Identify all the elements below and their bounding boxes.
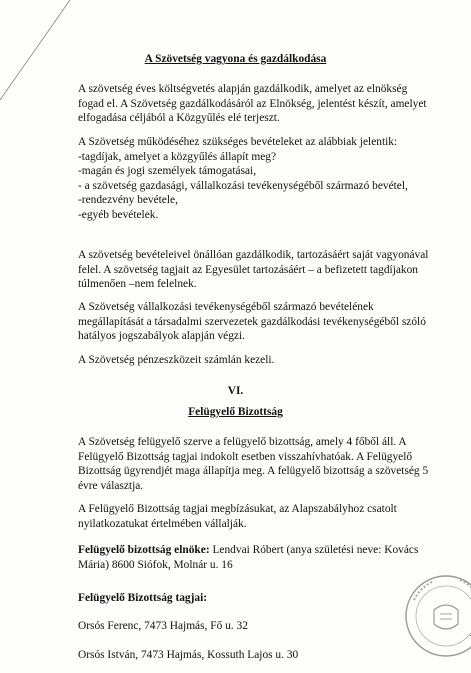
text-line: A Szövetség pénzeszközeit számlán kezeli. (78, 354, 275, 366)
text-line: hatályos jogszabályok alapján végzi. (78, 330, 246, 343)
text-line (78, 543, 441, 558)
list-item: -tagdíjak, amelyet a közgyűlés állapít meg? (78, 150, 276, 163)
paragraph-mandate (78, 502, 441, 531)
paragraph-business-income (78, 300, 441, 344)
text-line: A Szövetség működéséhez szükséges bevételeket az alábbiak jelentik: (78, 136, 398, 148)
chapter-title: Felügyelő Bizottság (188, 406, 283, 418)
chair-entry (78, 543, 441, 572)
list-item: -rendezvény bevétele, (78, 194, 178, 207)
text-line: megállapítását a társadalmi szervezetek gazdálkodási tevékenységéből szóló (78, 315, 426, 328)
paragraph-revenues (78, 135, 441, 223)
text-line: fogad el. A Szövetség gazdálkodásáról az Elnökség, jelentést készít, amelyet (78, 97, 427, 110)
text-line: A Szövetség felügyelő szerve a felügyelő bizottság, amely 4 főből áll. A (78, 436, 407, 448)
paragraph-supervisory-board (78, 435, 441, 493)
text-line: évre választja. (78, 479, 144, 492)
text-line: felel. A szövetség tagjait az Egyesület tartozásáért – a befizetett tagdíjakon (78, 263, 418, 276)
paragraph-liability (78, 248, 441, 292)
paragraph-budget (78, 82, 441, 126)
chair-name: Lendvai Róbert (anya születési neve: Kovács (209, 544, 419, 556)
member-entry: Orsós István, 7473 Hajmás, Kossuth Lajos u. 30 (78, 649, 299, 661)
members-label: Felügyelő Bizottság tagjai: (78, 592, 208, 604)
text-line: A szövetség éves költségvetés alapján gazdálkodik, amelyet az elnökség (78, 83, 408, 95)
official-stamp-seal (400, 570, 471, 662)
list-item: -egyéb bevételek. (78, 208, 159, 221)
chair-address: Mária) 8600 Siófok, Molnár u. 16 (78, 558, 233, 571)
member-entry: Orsós Ferenc, 7473 Hajmás, Fő u. 32 (78, 620, 248, 632)
chapter-number: VI. (227, 385, 244, 397)
chair-label: Felügyelő bizottság elnöke: (78, 544, 210, 556)
text-line: Bizottság ügyrendjét maga állapítja meg. A felügyelő bizottság a szövetség 5 (78, 465, 429, 478)
text-line: A Szövetség vállalkozási tevékenységéből származó bevételének (78, 301, 374, 313)
text-line: elfogadása céljából a Közgyűlés elé terjeszt. (78, 112, 280, 125)
text-line: Felügyelő Bizottság tagjai indokolt esetben visszahívhatóak. A Felügyelő (78, 450, 413, 463)
paragraph-funds (78, 353, 441, 368)
text-line: nyilatkozatukat értelmében vállalják. (78, 517, 247, 530)
list-item: - a szövetség gazdasági, vállalkozási tevékenységéből származó bevétel, (78, 179, 408, 192)
scan-artifact-line (0, 0, 70, 100)
list-item: -magán és jogi személyek támogatásai, (78, 165, 257, 178)
section-title: A Szövetség vagyona és gazdálkodása (144, 53, 327, 65)
text-line: túlmenően –nem felelnek. (78, 278, 197, 291)
text-line: A Felügyelő Bizottság tagjai megbízásukat, az Alapszabályhoz csatolt (78, 503, 397, 515)
text-line: A szövetség bevételeivel önállóan gazdálkodik, tartozásáért saját vagyonával (78, 249, 429, 261)
